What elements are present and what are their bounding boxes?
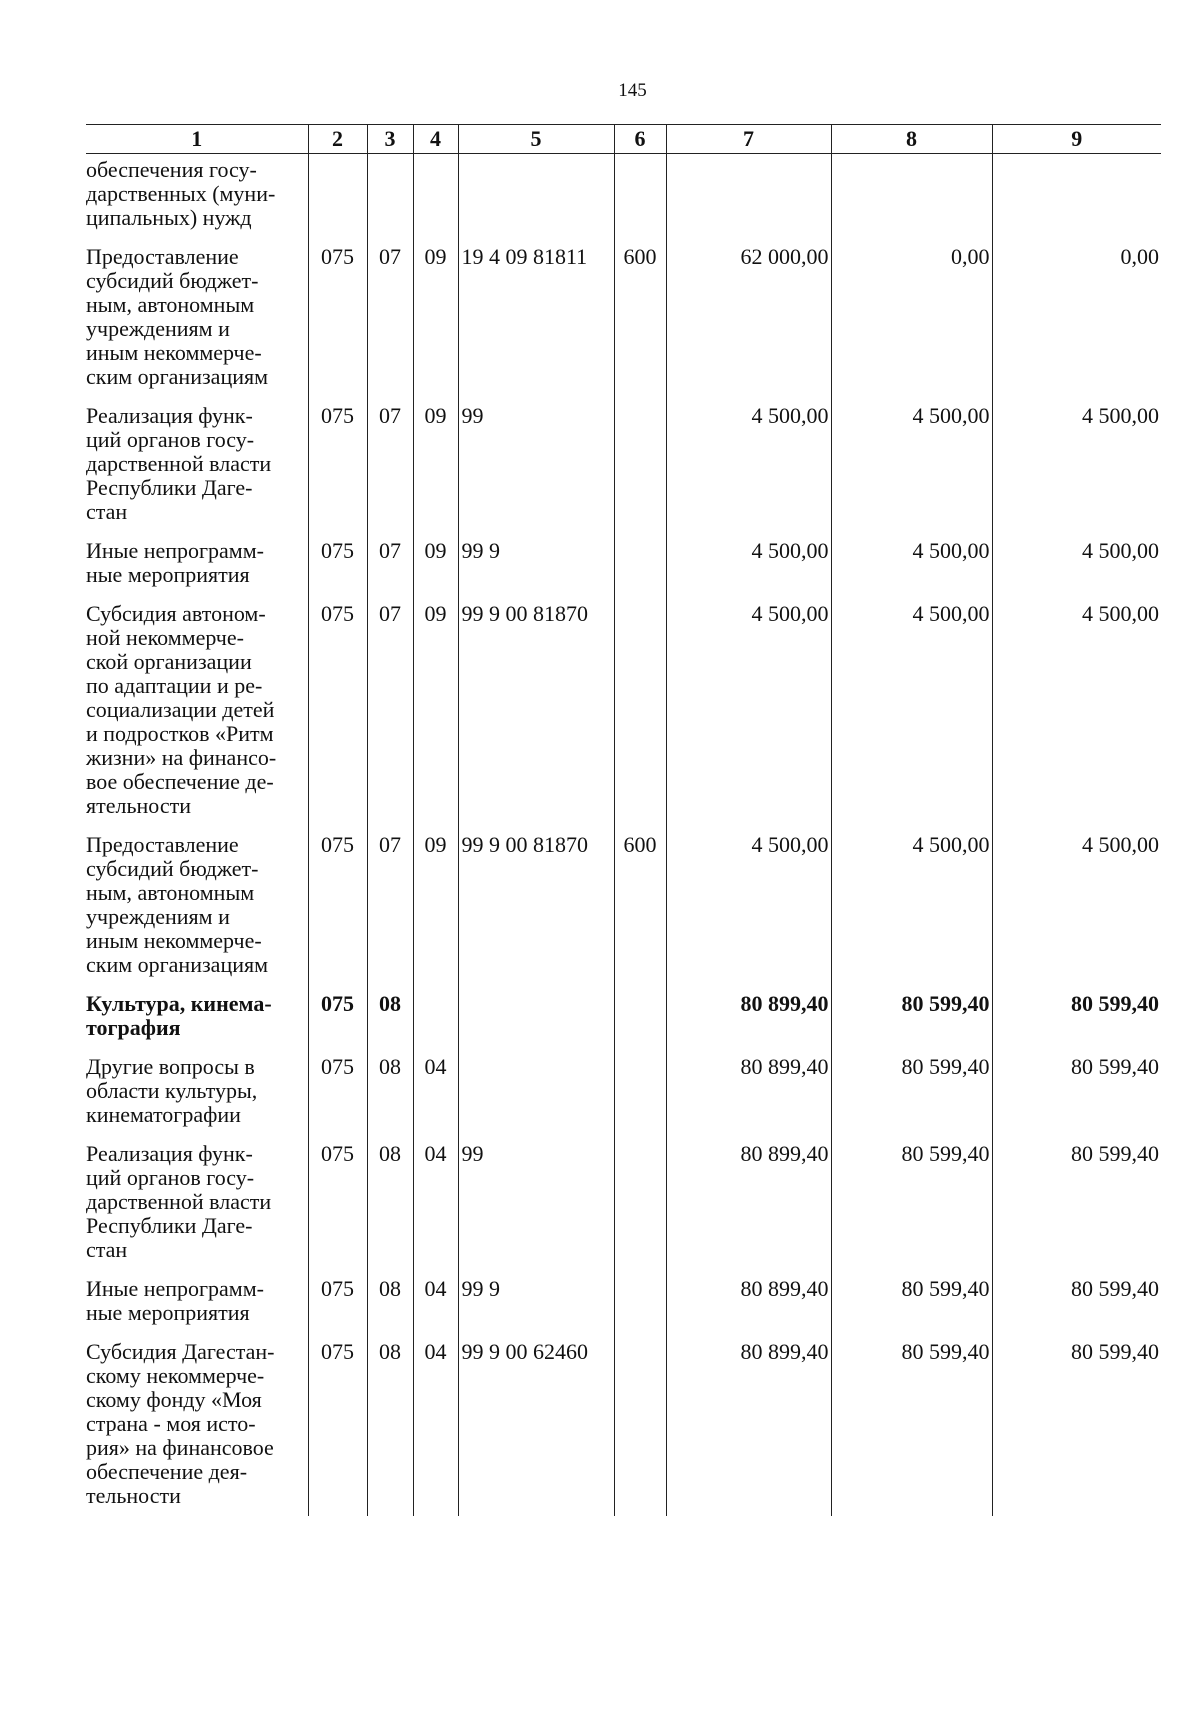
- cell-admin-code: 075: [308, 992, 367, 1055]
- cell-amount-col7: 62 000,00: [666, 245, 831, 404]
- cell-subsection: 09: [413, 833, 458, 992]
- row-name-line: ным, автономным: [86, 292, 255, 317]
- cell-expense-type: [614, 992, 666, 1055]
- row-name-line: учреждениям и: [86, 904, 230, 929]
- row-name: [86, 1142, 308, 1277]
- cell-admin-code: 075: [308, 404, 367, 539]
- cell-amount-col7: 4 500,00: [666, 404, 831, 539]
- row-name: [86, 539, 308, 602]
- cell-amount-col7: [666, 154, 831, 246]
- row-name-line: ским организациям: [86, 952, 269, 977]
- cell-target-article: 99 9: [458, 1277, 614, 1340]
- column-header: 8: [831, 125, 992, 154]
- cell-amount-col9: 4 500,00: [992, 404, 1161, 539]
- cell-amount-col9: 4 500,00: [992, 833, 1161, 992]
- column-header: 6: [614, 125, 666, 154]
- cell-amount-col9: 80 599,40: [992, 1142, 1161, 1277]
- table-row: [86, 404, 1161, 539]
- row-name-line: социализации детей: [86, 697, 275, 722]
- cell-admin-code: 075: [308, 602, 367, 833]
- row-name-line: Культура, кинема-: [86, 991, 272, 1016]
- row-name-line: ной некоммерче-: [86, 625, 244, 650]
- cell-amount-col8: 4 500,00: [831, 833, 992, 992]
- cell-section: 08: [367, 992, 413, 1055]
- cell-target-article: 99 9: [458, 539, 614, 602]
- page-number: 145: [618, 80, 647, 101]
- row-name: [86, 404, 308, 539]
- cell-amount-col9: 80 599,40: [992, 1277, 1161, 1340]
- cell-subsection: 04: [413, 1142, 458, 1277]
- row-name: [86, 602, 308, 833]
- row-name-line: субсидий бюджет-: [86, 856, 259, 881]
- cell-amount-col9: 80 599,40: [992, 1340, 1161, 1516]
- table-row: [86, 992, 1161, 1055]
- row-name-line: Предоставление: [86, 244, 239, 269]
- row-name-line: ским организациям: [86, 364, 269, 389]
- row-name-line: ций органов госу-: [86, 1165, 255, 1190]
- cell-amount-col7: 80 899,40: [666, 1340, 831, 1516]
- cell-amount-col7: 80 899,40: [666, 1142, 831, 1277]
- cell-admin-code: 075: [308, 1055, 367, 1142]
- header-row: [86, 125, 1161, 154]
- row-name-line: обеспечение дея-: [86, 1459, 248, 1484]
- row-name-line: Реализация функ-: [86, 1141, 253, 1166]
- row-name-line: области культуры,: [86, 1078, 258, 1103]
- row-name-line: стан: [86, 1237, 128, 1262]
- row-name-line: Республики Даге-: [86, 475, 253, 500]
- column-header: 9: [992, 125, 1161, 154]
- cell-subsection: 09: [413, 602, 458, 833]
- cell-expense-type: [614, 154, 666, 246]
- cell-expense-type: [614, 1277, 666, 1340]
- cell-section: 08: [367, 1142, 413, 1277]
- cell-amount-col8: [831, 154, 992, 246]
- row-name-line: дарственной власти: [86, 1189, 272, 1214]
- row-name-line: ций органов госу-: [86, 427, 255, 452]
- table-row: [86, 539, 1161, 602]
- row-name-line: стан: [86, 499, 128, 524]
- cell-amount-col8: 80 599,40: [831, 992, 992, 1055]
- cell-amount-col7: 80 899,40: [666, 1277, 831, 1340]
- row-name: [86, 245, 308, 404]
- cell-admin-code: 075: [308, 1277, 367, 1340]
- row-name-line: скому фонду «Моя: [86, 1387, 262, 1412]
- row-name-line: дарственных (муни-: [86, 181, 276, 206]
- cell-amount-col8: 0,00: [831, 245, 992, 404]
- row-name: [86, 1055, 308, 1142]
- cell-amount-col9: 80 599,40: [992, 992, 1161, 1055]
- cell-amount-col9: 4 500,00: [992, 602, 1161, 833]
- cell-section: 08: [367, 1055, 413, 1142]
- row-name-line: вое обеспечение де-: [86, 769, 274, 794]
- table-row: [86, 1055, 1161, 1142]
- row-name-line: по адаптации и ре-: [86, 673, 263, 698]
- cell-target-article: [458, 992, 614, 1055]
- cell-subsection: 09: [413, 245, 458, 404]
- cell-expense-type: [614, 1340, 666, 1516]
- row-name-line: иным некоммерче-: [86, 928, 262, 953]
- row-name-line: иным некоммерче-: [86, 340, 262, 365]
- cell-amount-col7: 80 899,40: [666, 992, 831, 1055]
- row-name-line: ской организации: [86, 649, 252, 674]
- row-name: [86, 833, 308, 992]
- cell-subsection: 09: [413, 404, 458, 539]
- cell-amount-col7: 4 500,00: [666, 602, 831, 833]
- table-row: [86, 833, 1161, 992]
- cell-target-article: [458, 1055, 614, 1142]
- cell-admin-code: 075: [308, 1142, 367, 1277]
- cell-target-article: 99: [458, 404, 614, 539]
- column-header: 2: [308, 125, 367, 154]
- table-row: [86, 602, 1161, 833]
- row-name-line: ные мероприятия: [86, 562, 250, 587]
- cell-expense-type: [614, 602, 666, 833]
- table-row: [86, 1142, 1161, 1277]
- cell-amount-col7: 80 899,40: [666, 1055, 831, 1142]
- cell-target-article: 19 4 09 81811: [458, 245, 614, 404]
- cell-section: [367, 154, 413, 246]
- cell-subsection: 04: [413, 1055, 458, 1142]
- cell-section: 07: [367, 602, 413, 833]
- row-name-line: субсидий бюджет-: [86, 268, 259, 293]
- row-name-line: Субсидия автоном-: [86, 601, 266, 626]
- cell-expense-type: [614, 1142, 666, 1277]
- table-row: [86, 1340, 1161, 1516]
- cell-target-article: 99 9 00 81870: [458, 602, 614, 833]
- cell-subsection: 04: [413, 1340, 458, 1516]
- row-name-line: Предоставление: [86, 832, 239, 857]
- cell-amount-col8: 4 500,00: [831, 602, 992, 833]
- cell-amount-col8: 4 500,00: [831, 539, 992, 602]
- row-name-line: скому некоммерче-: [86, 1363, 265, 1388]
- cell-amount-col8: 80 599,40: [831, 1055, 992, 1142]
- row-name-line: обеспечения госу-: [86, 157, 257, 182]
- column-header: 3: [367, 125, 413, 154]
- cell-target-article: 99 9 00 62460: [458, 1340, 614, 1516]
- table-row: [86, 1277, 1161, 1340]
- row-name-line: рия» на финансовое: [86, 1435, 274, 1460]
- table-row: [86, 245, 1161, 404]
- cell-amount-col8: 4 500,00: [831, 404, 992, 539]
- cell-expense-type: [614, 1055, 666, 1142]
- cell-amount-col7: 4 500,00: [666, 833, 831, 992]
- row-name-line: ным, автономным: [86, 880, 255, 905]
- row-name-line: тография: [86, 1015, 181, 1040]
- row-name: [86, 1340, 308, 1516]
- column-header: 5: [458, 125, 614, 154]
- cell-expense-type: [614, 539, 666, 602]
- row-name-line: страна - моя исто-: [86, 1411, 256, 1436]
- row-name-line: Субсидия Дагестан-: [86, 1339, 275, 1364]
- budget-table: [86, 124, 1161, 1516]
- cell-amount-col9: 80 599,40: [992, 1055, 1161, 1142]
- row-name-line: ципальных) нужд: [86, 205, 252, 230]
- row-name: [86, 154, 308, 246]
- row-name-line: Республики Даге-: [86, 1213, 253, 1238]
- cell-subsection: 09: [413, 539, 458, 602]
- cell-admin-code: 075: [308, 833, 367, 992]
- cell-amount-col9: 0,00: [992, 245, 1161, 404]
- cell-target-article: 99 9 00 81870: [458, 833, 614, 992]
- cell-expense-type: 600: [614, 833, 666, 992]
- table-body: [86, 154, 1161, 1517]
- row-name-line: тельности: [86, 1483, 181, 1508]
- cell-expense-type: 600: [614, 245, 666, 404]
- row-name-line: учреждениям и: [86, 316, 230, 341]
- cell-amount-col9: 4 500,00: [992, 539, 1161, 602]
- column-header: 4: [413, 125, 458, 154]
- row-name: [86, 992, 308, 1055]
- row-name-line: Иные непрограмм-: [86, 538, 264, 563]
- row-name-line: и подростков «Ритм: [86, 721, 274, 746]
- cell-amount-col7: 4 500,00: [666, 539, 831, 602]
- row-name-line: ные мероприятия: [86, 1300, 250, 1325]
- table-row: [86, 154, 1161, 246]
- row-name-line: ятельности: [86, 793, 191, 818]
- cell-amount-col8: 80 599,40: [831, 1277, 992, 1340]
- cell-section: 07: [367, 245, 413, 404]
- row-name-line: дарственной власти: [86, 451, 272, 476]
- cell-subsection: 04: [413, 1277, 458, 1340]
- cell-amount-col8: 80 599,40: [831, 1142, 992, 1277]
- cell-amount-col8: 80 599,40: [831, 1340, 992, 1516]
- cell-expense-type: [614, 404, 666, 539]
- cell-admin-code: 075: [308, 539, 367, 602]
- row-name-line: Другие вопросы в: [86, 1054, 255, 1079]
- cell-subsection: [413, 992, 458, 1055]
- cell-section: 07: [367, 539, 413, 602]
- cell-admin-code: [308, 154, 367, 246]
- cell-section: 07: [367, 833, 413, 992]
- cell-section: 08: [367, 1277, 413, 1340]
- cell-admin-code: 075: [308, 245, 367, 404]
- row-name-line: жизни» на финансо-: [86, 745, 277, 770]
- cell-admin-code: 075: [308, 1340, 367, 1516]
- column-header: 1: [86, 125, 308, 154]
- cell-section: 08: [367, 1340, 413, 1516]
- row-name-line: Реализация функ-: [86, 403, 253, 428]
- cell-target-article: [458, 154, 614, 246]
- cell-amount-col9: [992, 154, 1161, 246]
- cell-section: 07: [367, 404, 413, 539]
- cell-subsection: [413, 154, 458, 246]
- row-name: [86, 1277, 308, 1340]
- row-name-line: кинематографии: [86, 1102, 241, 1127]
- cell-target-article: 99: [458, 1142, 614, 1277]
- column-header: 7: [666, 125, 831, 154]
- row-name-line: Иные непрограмм-: [86, 1276, 264, 1301]
